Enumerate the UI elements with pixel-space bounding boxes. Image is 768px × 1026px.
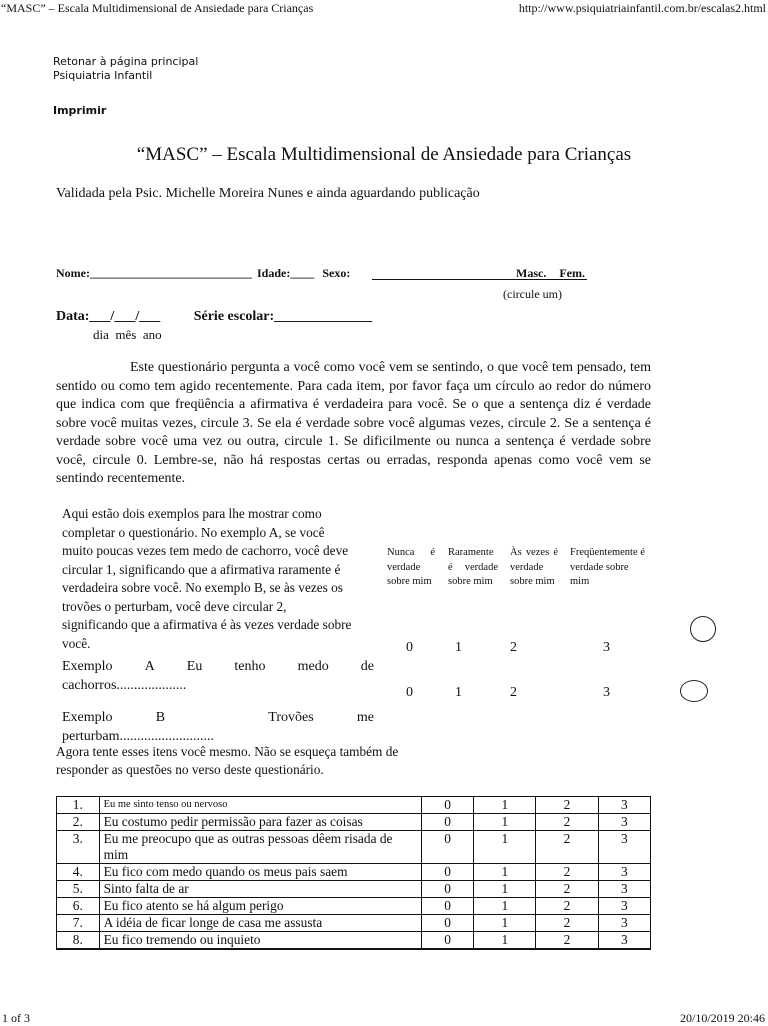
table-row [57,814,651,831]
site-name-link[interactable]: Psiquiatria Infantil [53,69,153,82]
item-statement: Eu fico tremendo ou inquieto [99,932,421,950]
example-b-letter: B [155,710,166,725]
item-option-3[interactable]: 3 [598,932,650,950]
item-option-2[interactable]: 2 [536,932,598,950]
example-a-word: medo [297,659,329,674]
scale-header-often: Freqüentemente é verdade sobre mim [570,547,645,587]
item-number: 2. [57,814,100,831]
item-number: 7. [57,915,100,932]
example-a [62,657,374,695]
item-option-3[interactable]: 3 [598,864,650,881]
example-b-option-2[interactable]: 2 [510,685,517,700]
example-a-letter: A [144,659,155,674]
sex-options [516,266,585,281]
scale-header-sometimes: Às vezes é verdade sobre mim [510,547,558,587]
example-b-word: Trovões [268,710,314,725]
item-number: 5. [57,881,100,898]
example-b-option-1[interactable]: 1 [455,685,462,700]
item-statement: Sinto falta de ar [99,881,421,898]
example-a-option-3[interactable]: 3 [603,640,610,655]
item-option-1[interactable]: 1 [474,831,536,864]
table-row [57,898,651,915]
example-b-word: me [356,710,374,725]
table-row [57,864,651,881]
item-option-2[interactable]: 2 [536,814,598,831]
print-link[interactable]: Imprimir [53,104,107,117]
example-a-word: tenho [234,659,266,674]
table-row [57,831,651,864]
masc-option[interactable]: Masc. [516,266,547,280]
example-a-word: de [360,659,374,674]
margin-circle-2 [680,680,708,702]
item-option-1[interactable]: 1 [474,797,536,814]
item-option-2[interactable]: 2 [536,898,598,915]
try-yourself-text: Agora tente esses itens você mesmo. Não se esqueça também de responder as questões no verso deste questionário. [56,744,399,777]
item-option-3[interactable]: 3 [598,831,650,864]
examples-intro: Aqui estão dois exemplos para lhe mostrar como completar o questionário. No exemplo A, se você muito poucas vezes tem medo de cachorro, você deve circular 1, significando que a afirmativa raramente é verdadeira sobre você. No exemplo B, se às vezes os trovões o perturbam, você deve circular 2, significando que a afirmativa é às vezes verdade sobre você. [62,506,352,651]
item-number: 8. [57,932,100,950]
item-option-2[interactable]: 2 [536,797,598,814]
table-row [57,932,651,950]
scale-header-never: Nunca é verdade sobre mim [387,547,435,587]
item-statement: Eu me sinto tenso ou nervoso [99,797,421,814]
example-b-line2: perturbam........................... [62,729,215,744]
item-statement: Eu fico atento se há algum perigo [99,898,421,915]
item-number: 1. [57,797,100,814]
item-option-3[interactable]: 3 [598,898,650,915]
circle-one-hint: (circule um) [503,287,562,301]
example-a-label: Exemplo [62,659,113,674]
item-option-1[interactable]: 1 [474,864,536,881]
example-a-option-2[interactable]: 2 [510,640,517,655]
item-option-3[interactable]: 3 [598,814,650,831]
name-field[interactable]: Nome:___________________________ [56,266,252,280]
item-option-0[interactable]: 0 [421,881,473,898]
item-statement: Eu costumo pedir permissão para fazer as coisas [99,814,421,831]
item-option-1[interactable]: 1 [474,915,536,932]
form-name-line [56,266,350,281]
item-option-0[interactable]: 0 [421,932,473,950]
print-header-title: “MASC” – Escala Multidimensional de Ansiedade para Crianças [1,1,314,15]
item-number: 4. [57,864,100,881]
item-option-2[interactable]: 2 [536,915,598,932]
item-statement: Eu me preocupo que as outras pessoas dêem risada de mim [99,831,421,864]
margin-circle-1 [690,616,716,642]
sex-label: Sexo: [322,266,351,280]
page-subtitle: Validada pela Psic. Michelle Moreira Nunes e ainda aguardando publicação [56,186,480,201]
item-option-1[interactable]: 1 [474,881,536,898]
item-option-0[interactable]: 0 [421,864,473,881]
item-option-0[interactable]: 0 [421,814,473,831]
item-option-3[interactable]: 3 [598,797,650,814]
example-b-label: Exemplo [62,710,113,725]
example-b-option-0[interactable]: 0 [406,685,413,700]
item-option-0[interactable]: 0 [421,797,473,814]
item-option-1[interactable]: 1 [474,932,536,950]
print-footer-datetime: 20/10/2019 20:46 [679,1011,765,1025]
page-title: “MASC” – Escala Multidimensional de Ansiedade para Crianças [136,144,632,165]
item-option-2[interactable]: 2 [536,831,598,864]
item-option-0[interactable]: 0 [421,831,473,864]
item-option-1[interactable]: 1 [474,898,536,915]
example-a-line2: cachorros.................... [62,678,187,693]
item-option-2[interactable]: 2 [536,864,598,881]
instructions-paragraph: Este questionário pergunta a você como você vem se sentindo, o que você tem pensado, tem sentido ou como tem agido recentemente. Para cada item, por favor faça um círculo ao redor do número que indica com que freqüência a afirmativa é verdadeira para você. Se o que a sentença diz é verdade sobre você muitas vezes, circule 3. Se ela é verdade sobre você algumas vezes, circule 2. Se a sentença é verdade sobre você uma vez ou outra, circule 1. Se dificilmente ou nunca a sentença é verdade sobre você, circule 0. Lembre-se, não há respostas certas ou erradas, responda apenas como você vem se sentindo recentemente. [56,360,651,486]
item-option-0[interactable]: 0 [421,898,473,915]
fem-option[interactable]: Fem. [559,266,585,280]
example-a-option-1[interactable]: 1 [455,640,462,655]
items-table [56,796,651,950]
date-field[interactable]: Data:___/___/___ [56,309,161,324]
example-b [62,708,374,746]
item-option-3[interactable]: 3 [598,915,650,932]
example-a-word: Eu [186,659,203,674]
example-b-option-3[interactable]: 3 [603,685,610,700]
back-to-home-link[interactable]: Retonar à página principal [53,55,199,68]
item-option-2[interactable]: 2 [536,881,598,898]
item-number: 6. [57,898,100,915]
example-a-option-0[interactable]: 0 [406,640,413,655]
item-statement: A idéia de ficar longe de casa me assusta [99,915,421,932]
table-row [57,881,651,898]
item-statement: Eu fico com medo quando os meus pais saem [99,864,421,881]
nav-links [53,55,198,83]
age-field[interactable]: Idade:____ [256,266,315,280]
school-grade-field[interactable]: Série escolar:______________ [193,309,373,324]
print-footer-page-counter: 1 of 3 [2,1011,30,1025]
item-option-1[interactable]: 1 [474,814,536,831]
item-option-0[interactable]: 0 [421,915,473,932]
form-date-line [56,309,372,325]
scale-header-rarely: Raramente é verdade sobre mim [448,547,498,587]
date-hint: dia mês ano [93,327,162,342]
table-row [57,915,651,932]
item-number: 3. [57,831,100,864]
print-header-url[interactable]: http://www.psiquiatriainfantil.com.br/escalas2.html [518,1,766,15]
item-option-3[interactable]: 3 [598,881,650,898]
table-row [57,797,651,814]
